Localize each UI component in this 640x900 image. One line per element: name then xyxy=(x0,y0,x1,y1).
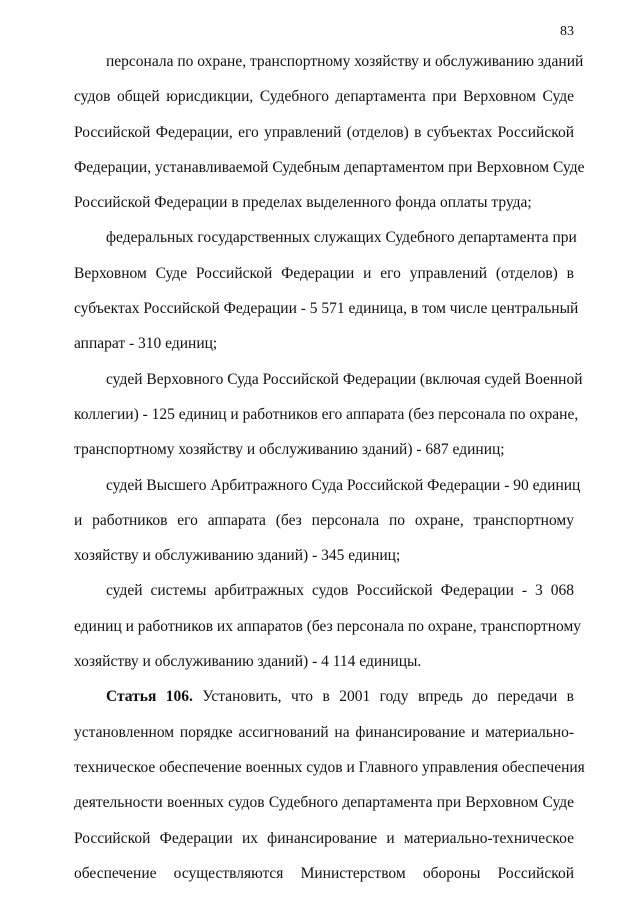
text-line: деятельности военных судов Судебного департамента при Верховном Суде xyxy=(74,794,574,812)
text-line: техническое обеспечение военных судов и Главного управления обеспечения xyxy=(74,758,585,776)
text-line: хозяйству и обслуживанию зданий) - 345 единиц; xyxy=(74,547,401,565)
paragraph-personnel-continuation xyxy=(74,44,585,220)
text-line: субъектах Российской Федерации - 5 571 единица, в том числе центральный xyxy=(74,300,579,318)
paragraph-supreme-court-judges xyxy=(74,362,583,468)
text-line: установленном порядке ассигнований на финансирование и материально- xyxy=(74,723,574,741)
document-body xyxy=(74,44,585,891)
text-line: хозяйству и обслуживанию зданий) - 4 114 единицы. xyxy=(74,653,422,671)
article-first-line xyxy=(74,679,574,714)
text-line: Верховном Суде Российской Федерации и его управлений (отделов) в xyxy=(74,264,574,282)
page-number: 83 xyxy=(560,24,574,39)
text-line: судей Верховного Суда Российской Федерации (включая судей Военной xyxy=(106,370,583,388)
paragraph-higher-arbitration-judges xyxy=(74,468,581,574)
article-label: Статья 106. xyxy=(106,688,193,706)
article-first-line-text: Установить, что в 2001 году впредь до передачи в xyxy=(202,688,575,706)
text-line: транспортному хозяйству и обслуживанию зданий) - 687 единиц; xyxy=(74,441,505,459)
text-line: Российской Федерации их финансирование и материально-техническое xyxy=(74,829,574,847)
text-line: аппарат - 310 единиц; xyxy=(74,335,218,353)
text-line: судов общей юрисдикции, Судебного департамента при Верховном Суде xyxy=(74,88,574,106)
text-line: персонала по охране, транспортному хозяйству и обслуживанию зданий xyxy=(106,53,584,70)
text-line: судей системы арбитражных судов Российской Федерации - 3 068 xyxy=(106,582,574,600)
text-line: судей Высшего Арбитражного Суда Российской Федерации - 90 единиц xyxy=(106,476,581,494)
paragraph-federal-servants xyxy=(74,220,579,361)
text-line: единиц и работников их аппаратов (без персонала по охране, транспортному xyxy=(74,617,581,635)
text-line: федеральных государственных служащих Судебного департамента при xyxy=(106,229,577,247)
text-line: Российской Федерации, его управлений (отделов) в субъектах Российской xyxy=(74,123,574,141)
text-line: и работников его аппарата (без персонала по охране, транспортному xyxy=(74,511,574,529)
paragraph-article-106 xyxy=(74,679,585,891)
text-line: обеспечение осуществляются Министерством обороны Российской xyxy=(74,864,574,882)
paragraph-arbitration-system-judges xyxy=(74,573,581,679)
text-line: Российской Федерации в пределах выделенного фонда оплаты труда; xyxy=(74,194,532,212)
text-line: Федерации, устанавливаемой Судебным департаментом при Верховном Суде xyxy=(74,158,585,176)
text-line: коллегии) - 125 единиц и работников его аппарата (без персонала по охране, xyxy=(74,405,579,423)
